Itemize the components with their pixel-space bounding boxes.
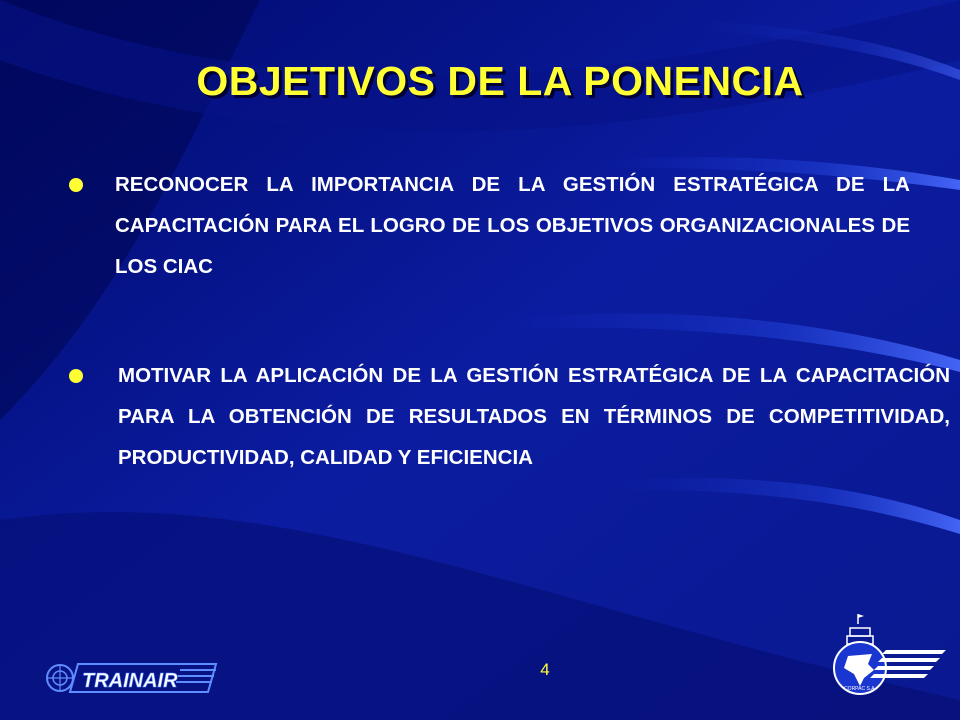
corpac-logo [820,608,960,708]
bullet-2-text: MOTIVAR LA APLICACIÓN DE LA GESTIÓN ESTRATÉGICA DE LA CAPACITACIÓN PARA LA OBTENCIÓN DE RESULTADOS EN TÉRMINOS DE COMPETITIVIDAD, PRODUCTIVIDAD, CALIDAD Y EFICIENCIA [118,364,950,469]
svg-text:TRAINAIR: TRAINAIR [82,670,178,692]
bullet-icon [69,178,83,192]
svg-text:CORPAC S.A.: CORPAC S.A. [844,686,876,692]
trainair-logo [40,656,220,700]
un-emblem-icon [40,656,220,700]
bullet-1-text: RECONOCER LA IMPORTANCIA DE LA GESTIÓN ESTRATÉGICA DE LA CAPACITACIÓN PARA EL LOGRO DE LOS OBJETIVOS ORGANIZACIONALES DE LOS CIAC [115,173,910,278]
slide-title: OBJETIVOS DE LA PONENCIA [196,58,804,104]
page-number: 4 [540,660,550,679]
bullet-icon [69,369,83,383]
